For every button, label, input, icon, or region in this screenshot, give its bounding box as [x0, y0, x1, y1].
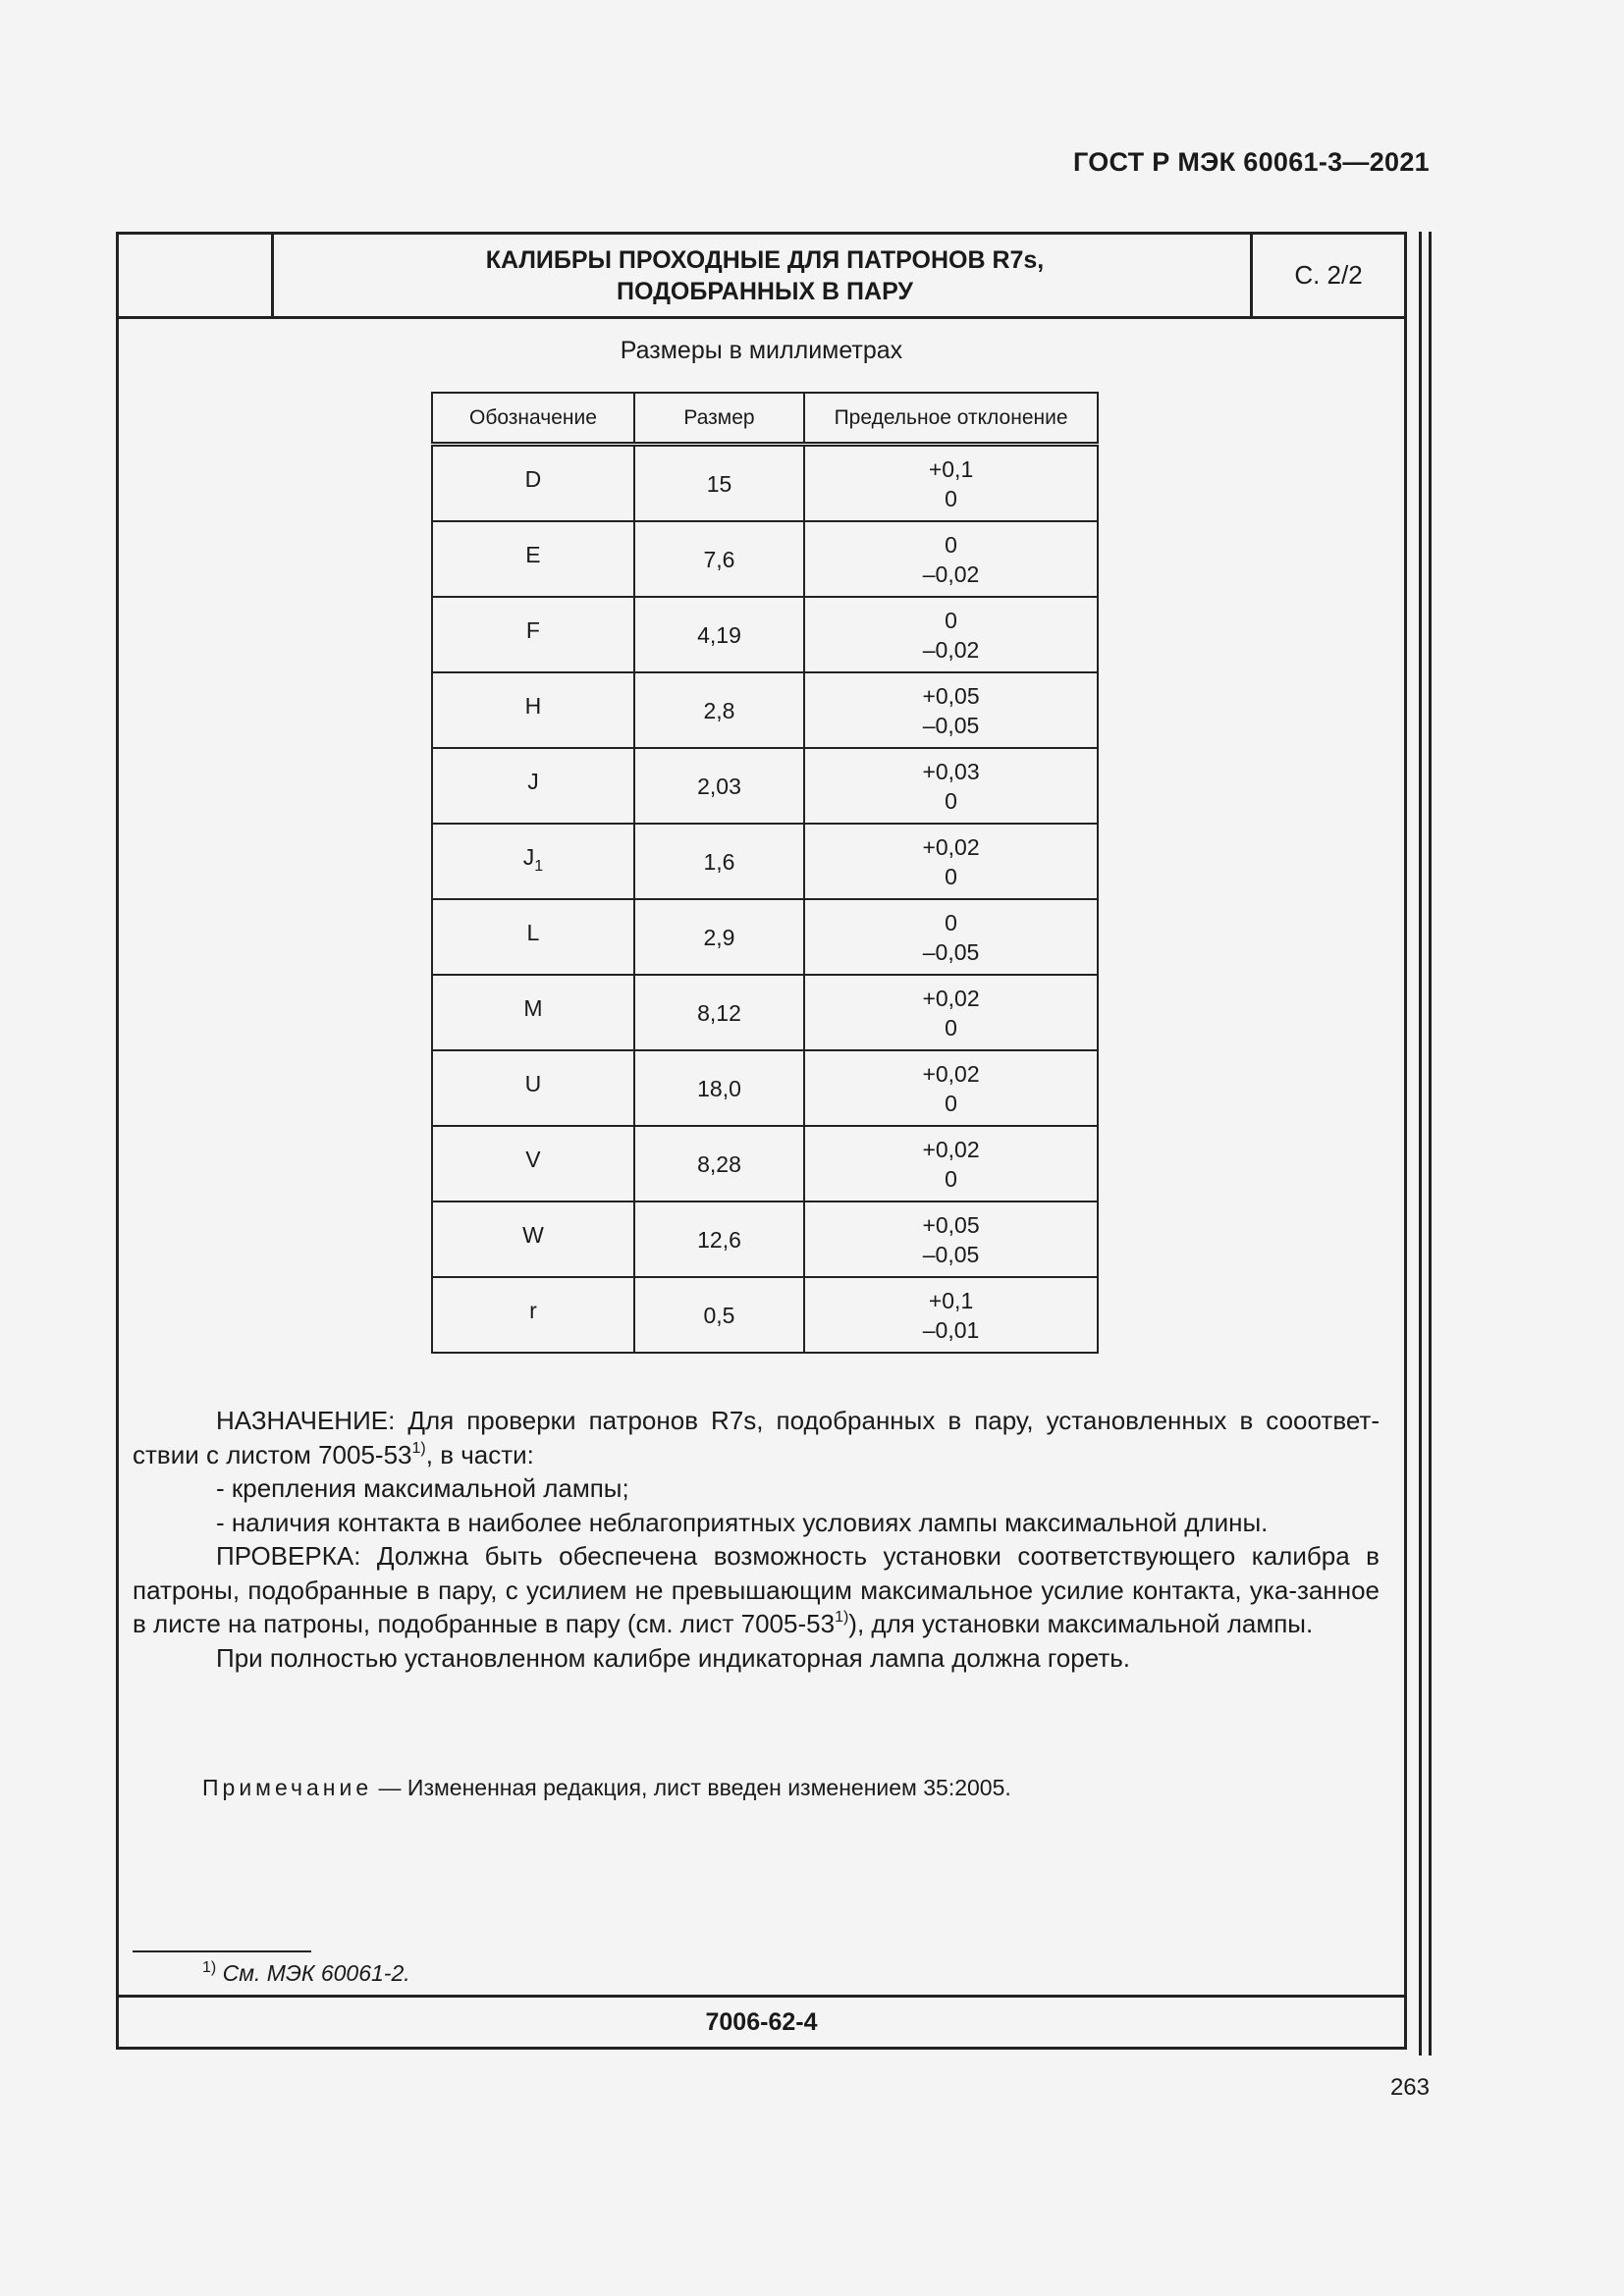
sheet-frame [116, 232, 1407, 2050]
footnote-mark: 1) [202, 1959, 217, 1976]
size-cell: 7,6 [634, 521, 804, 597]
margin-double-line-inner [1419, 232, 1422, 2056]
symbol-cell: H [432, 672, 634, 748]
tolerance-cell [804, 899, 1098, 975]
symbol-cell: F [432, 597, 634, 672]
symbol-cell: V [432, 1126, 634, 1201]
body-text [133, 1404, 1380, 1675]
size-cell: 8,12 [634, 975, 804, 1050]
table-row [432, 445, 1098, 522]
size-cell: 2,9 [634, 899, 804, 975]
tolerance-upper: +0,1 [928, 455, 974, 482]
tolerance-lower: –0,05 [922, 938, 980, 965]
footnote-separator [133, 1950, 311, 1952]
tolerance-upper: +0,03 [922, 758, 980, 784]
tolerance-cell [804, 824, 1098, 899]
final-paragraph: При полностью установленном калибре индикаторная лампа должна гореть. [216, 1642, 1130, 1673]
table-header-row [432, 393, 1098, 445]
tolerance-upper: +0,02 [922, 1136, 980, 1162]
table-row [432, 748, 1098, 824]
tolerance-cell [804, 445, 1098, 522]
tolerance-lower: –0,01 [922, 1316, 980, 1343]
table-row [432, 975, 1098, 1050]
page-number: 263 [1389, 2074, 1430, 2101]
table-row [432, 899, 1098, 975]
tolerance-cell [804, 597, 1098, 672]
tolerance-lower: –0,02 [922, 561, 980, 587]
sheet-title-line-1: КАЛИБРЫ ПРОХОДНЫЕ ДЛЯ ПАТРОНОВ R7s, [485, 245, 1045, 274]
size-cell: 0,5 [634, 1277, 804, 1353]
tolerance-upper: +0,02 [922, 833, 980, 860]
table-row [432, 824, 1098, 899]
size-cell: 15 [634, 445, 804, 522]
tolerance-lower: –0,05 [922, 1241, 980, 1267]
symbol-cell: L [432, 899, 634, 975]
tolerance-lower: 0 [945, 485, 957, 511]
tolerance-cell [804, 1126, 1098, 1201]
symbol-cell: J [432, 748, 634, 824]
tolerance-cell [804, 975, 1098, 1050]
size-cell: 18,0 [634, 1050, 804, 1126]
tolerance-cell [804, 1277, 1098, 1353]
size-cell: 2,8 [634, 672, 804, 748]
column-header-size: Размер [634, 393, 804, 445]
size-cell: 4,19 [634, 597, 804, 672]
tolerance-cell [804, 1201, 1098, 1277]
tolerance-cell [804, 1050, 1098, 1126]
footnote-text: См. МЭК 60061-2. [216, 1960, 410, 1986]
size-cell: 12,6 [634, 1201, 804, 1277]
sheet-title [274, 235, 1256, 316]
purpose-item-1: - крепления максимальной лампы; [216, 1473, 629, 1503]
purpose-item-2: - наличия контакта в наиболее неблагоприятных условиях лампы максимальной длины. [216, 1507, 1269, 1537]
size-cell: 2,03 [634, 748, 804, 824]
tolerance-upper: 0 [945, 531, 957, 558]
table-row [432, 521, 1098, 597]
symbol-cell: D [432, 445, 634, 522]
sheet-title-block [119, 235, 1404, 319]
units-caption: Размеры в миллиметрах [620, 337, 903, 364]
table-row [432, 1126, 1098, 1201]
purpose-paragraph: НАЗНАЧЕНИЕ: Для проверки патронов R7s, подобранных в пару, установленных в сооответ-ствии с листом 7005-53$^{1)}$, в части: [133, 1406, 1380, 1469]
column-header-tolerance: Предельное отклонение [804, 393, 1098, 445]
tolerance-cell [804, 672, 1098, 748]
table-row [432, 1277, 1098, 1353]
tolerance-lower: 0 [945, 863, 957, 889]
table-row [432, 672, 1098, 748]
sheet-title-line-2: ПОДОБРАННЫХ В ПАРУ [617, 277, 913, 305]
note-label: Примечание [202, 1775, 373, 1800]
tolerance-upper: 0 [945, 607, 957, 633]
tolerance-lower: 0 [945, 1090, 957, 1116]
symbol-cell: E [432, 521, 634, 597]
table-row [432, 1050, 1098, 1126]
tolerance-upper: +0,1 [928, 1287, 974, 1313]
margin-double-line-outer [1429, 232, 1432, 2056]
symbol-cell: r [432, 1277, 634, 1353]
sheet-page-label: С. 2/2 [1250, 235, 1404, 316]
dimensions-table [431, 392, 1099, 1354]
tolerance-lower: –0,02 [922, 636, 980, 663]
symbol-cell: $J_1$ [432, 824, 634, 899]
tolerance-lower: 0 [945, 787, 957, 814]
tolerance-upper: +0,02 [922, 985, 980, 1011]
check-paragraph: ПРОВЕРКА: Должна быть обеспечена возможность установки соответствующего калибра в патроны, подобранные в пару, с усилием не превышающим максимальное усилие контакта, ука-занное в листе на патроны, подобранные в пару (см. лист 7005-53$^{1)}$), для установки максимальной лампы. [133, 1541, 1380, 1638]
tolerance-cell [804, 521, 1098, 597]
symbol-cell: M [432, 975, 634, 1050]
table-row [432, 1201, 1098, 1277]
tolerance-upper: +0,05 [922, 682, 980, 709]
symbol-cell: U [432, 1050, 634, 1126]
standard-header: ГОСТ Р МЭК 60061-3—2021 [1072, 147, 1430, 177]
size-cell: 1,6 [634, 824, 804, 899]
tolerance-lower: 0 [945, 1165, 957, 1192]
tolerance-lower: 0 [945, 1014, 957, 1041]
size-cell: 8,28 [634, 1126, 804, 1201]
tolerance-cell [804, 748, 1098, 824]
note [202, 1775, 1011, 1801]
title-block-empty-cell [119, 235, 274, 316]
note-text: — Измененная редакция, лист введен изменением 35:2005. [372, 1775, 1011, 1800]
footnote-reference: 1) [411, 1439, 426, 1457]
sheet-number: 7006-62-4 [119, 1995, 1404, 2047]
tolerance-upper: 0 [945, 909, 957, 935]
tolerance-upper: +0,02 [922, 1060, 980, 1087]
symbol-cell: W [432, 1201, 634, 1277]
footnote-reference: 1) [835, 1609, 849, 1626]
table-row [432, 597, 1098, 672]
tolerance-lower: –0,05 [922, 712, 980, 738]
footnote [202, 1959, 410, 1987]
tolerance-upper: +0,05 [922, 1211, 980, 1238]
column-header-symbol: Обозначение [432, 393, 634, 445]
